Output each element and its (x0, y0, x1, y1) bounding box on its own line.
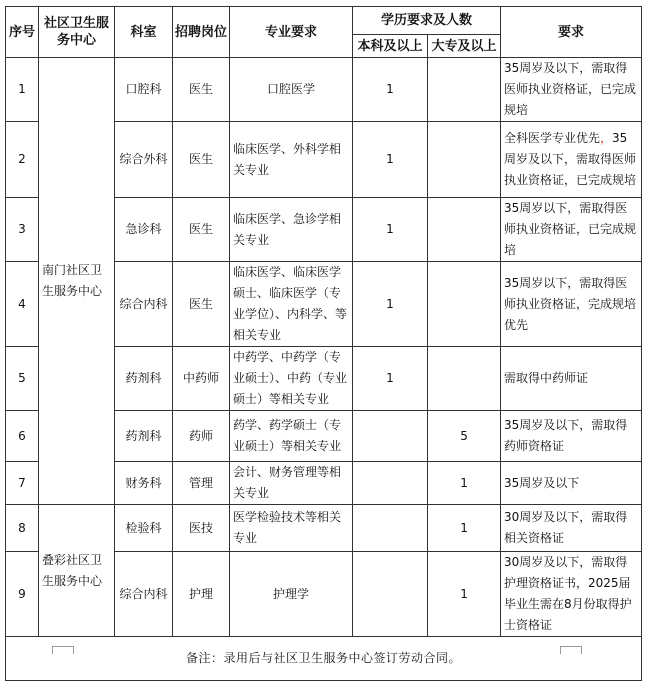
requirement-cell: 35周岁及以下，需取得医师执业资格证，已完成规培 (501, 58, 642, 122)
bachelor-cell (353, 552, 428, 637)
header-associate: 大专及以上 (428, 35, 501, 58)
seq-cell: 4 (6, 262, 39, 347)
header-edu-group: 学历要求及人数 (353, 7, 501, 35)
requirement-cell: 35周岁及以下 (501, 462, 642, 505)
seq-cell: 7 (6, 462, 39, 505)
requirement-cell: 30周岁及以下，需取得护理资格证书，2025届毕业生需在8月份取得护士资格证 (501, 552, 642, 637)
recruitment-table (5, 6, 642, 681)
major-cell: 护理学 (230, 552, 353, 637)
bachelor-cell (353, 462, 428, 505)
bachelor-cell (353, 411, 428, 462)
header-requirements: 要求 (501, 7, 642, 58)
dept-cell: 药剂科 (115, 347, 173, 411)
requirement-cell: 35周岁以下，需取得医师执业资格证，完成规培优先 (501, 262, 642, 347)
header-bachelor: 本科及以上 (353, 35, 428, 58)
highlighted-comma: ， (600, 131, 613, 145)
associate-cell: 1 (428, 505, 501, 552)
major-cell: 医学检验技术等相关专业 (230, 505, 353, 552)
table-row (6, 505, 642, 552)
associate-cell (428, 122, 501, 198)
bachelor-cell: 1 (353, 122, 428, 198)
seq-cell: 3 (6, 198, 39, 262)
position-cell: 医生 (173, 58, 230, 122)
dept-cell: 综合外科 (115, 122, 173, 198)
dept-cell: 口腔科 (115, 58, 173, 122)
position-cell: 管理 (173, 462, 230, 505)
requirement-cell: 30周岁及以下，需取得相关资格证 (501, 505, 642, 552)
requirement-detail: 35周岁及以下，需取得医师执业资格证，已完成规培 (504, 131, 637, 187)
bachelor-cell: 1 (353, 347, 428, 411)
requirement-cell: 需取得中药师证 (501, 347, 642, 411)
bachelor-cell (353, 505, 428, 552)
seq-cell: 1 (6, 58, 39, 122)
associate-cell (428, 347, 501, 411)
position-cell: 医生 (173, 122, 230, 198)
major-cell: 中药学、中药学（专业硕士）、中药（专业硕士）等相关专业 (230, 347, 353, 411)
header-major: 专业要求 (230, 7, 353, 58)
note-row (6, 637, 642, 681)
associate-cell (428, 198, 501, 262)
major-cell: 口腔医学 (230, 58, 353, 122)
bachelor-cell: 1 (353, 58, 428, 122)
requirement-cell (501, 122, 642, 198)
position-cell: 中药师 (173, 347, 230, 411)
requirement-preference: 全科医学专业优先 (504, 131, 601, 145)
associate-cell (428, 262, 501, 347)
associate-cell: 1 (428, 552, 501, 637)
header-center: 社区卫生服务中心 (39, 7, 115, 58)
major-cell: 临床医学、急诊学相关专业 (230, 198, 353, 262)
position-cell: 药师 (173, 411, 230, 462)
seq-cell: 6 (6, 411, 39, 462)
header-dept: 科室 (115, 7, 173, 58)
requirement-cell: 35周岁及以下，需取得药师资格证 (501, 411, 642, 462)
seq-cell: 8 (6, 505, 39, 552)
associate-cell (428, 58, 501, 122)
seq-cell: 5 (6, 347, 39, 411)
associate-cell: 5 (428, 411, 501, 462)
position-cell: 医生 (173, 262, 230, 347)
header-seq: 序号 (6, 7, 39, 58)
note-text: 备注：录用后与社区卫生服务中心签订劳动合同。 (6, 637, 642, 681)
center-cell-nanmen: 南门社区卫生服务中心 (39, 58, 115, 505)
dept-cell: 急诊科 (115, 198, 173, 262)
position-cell: 医生 (173, 198, 230, 262)
major-cell: 会计、财务管理等相关专业 (230, 462, 353, 505)
header-row (6, 7, 642, 35)
dept-cell: 综合内科 (115, 262, 173, 347)
dept-cell: 检验科 (115, 505, 173, 552)
header-position: 招聘岗位 (173, 7, 230, 58)
associate-cell: 1 (428, 462, 501, 505)
seq-cell: 9 (6, 552, 39, 637)
major-cell: 药学、药学硕士（专业硕士）等相关专业 (230, 411, 353, 462)
center-cell-diecai: 叠彩社区卫生服务中心 (39, 505, 115, 637)
major-cell: 临床医学、临床医学硕士、临床医学（专业学位）、内科学、等相关专业 (230, 262, 353, 347)
major-cell: 临床医学、外科学相关专业 (230, 122, 353, 198)
requirement-cell: 35周岁以下，需取得医师执业资格证，已完成规培 (501, 198, 642, 262)
bachelor-cell: 1 (353, 198, 428, 262)
bachelor-cell: 1 (353, 262, 428, 347)
table-row (6, 58, 642, 122)
position-cell: 医技 (173, 505, 230, 552)
position-cell: 护理 (173, 552, 230, 637)
dept-cell: 药剂科 (115, 411, 173, 462)
dept-cell: 综合内科 (115, 552, 173, 637)
dept-cell: 财务科 (115, 462, 173, 505)
seq-cell: 2 (6, 122, 39, 198)
